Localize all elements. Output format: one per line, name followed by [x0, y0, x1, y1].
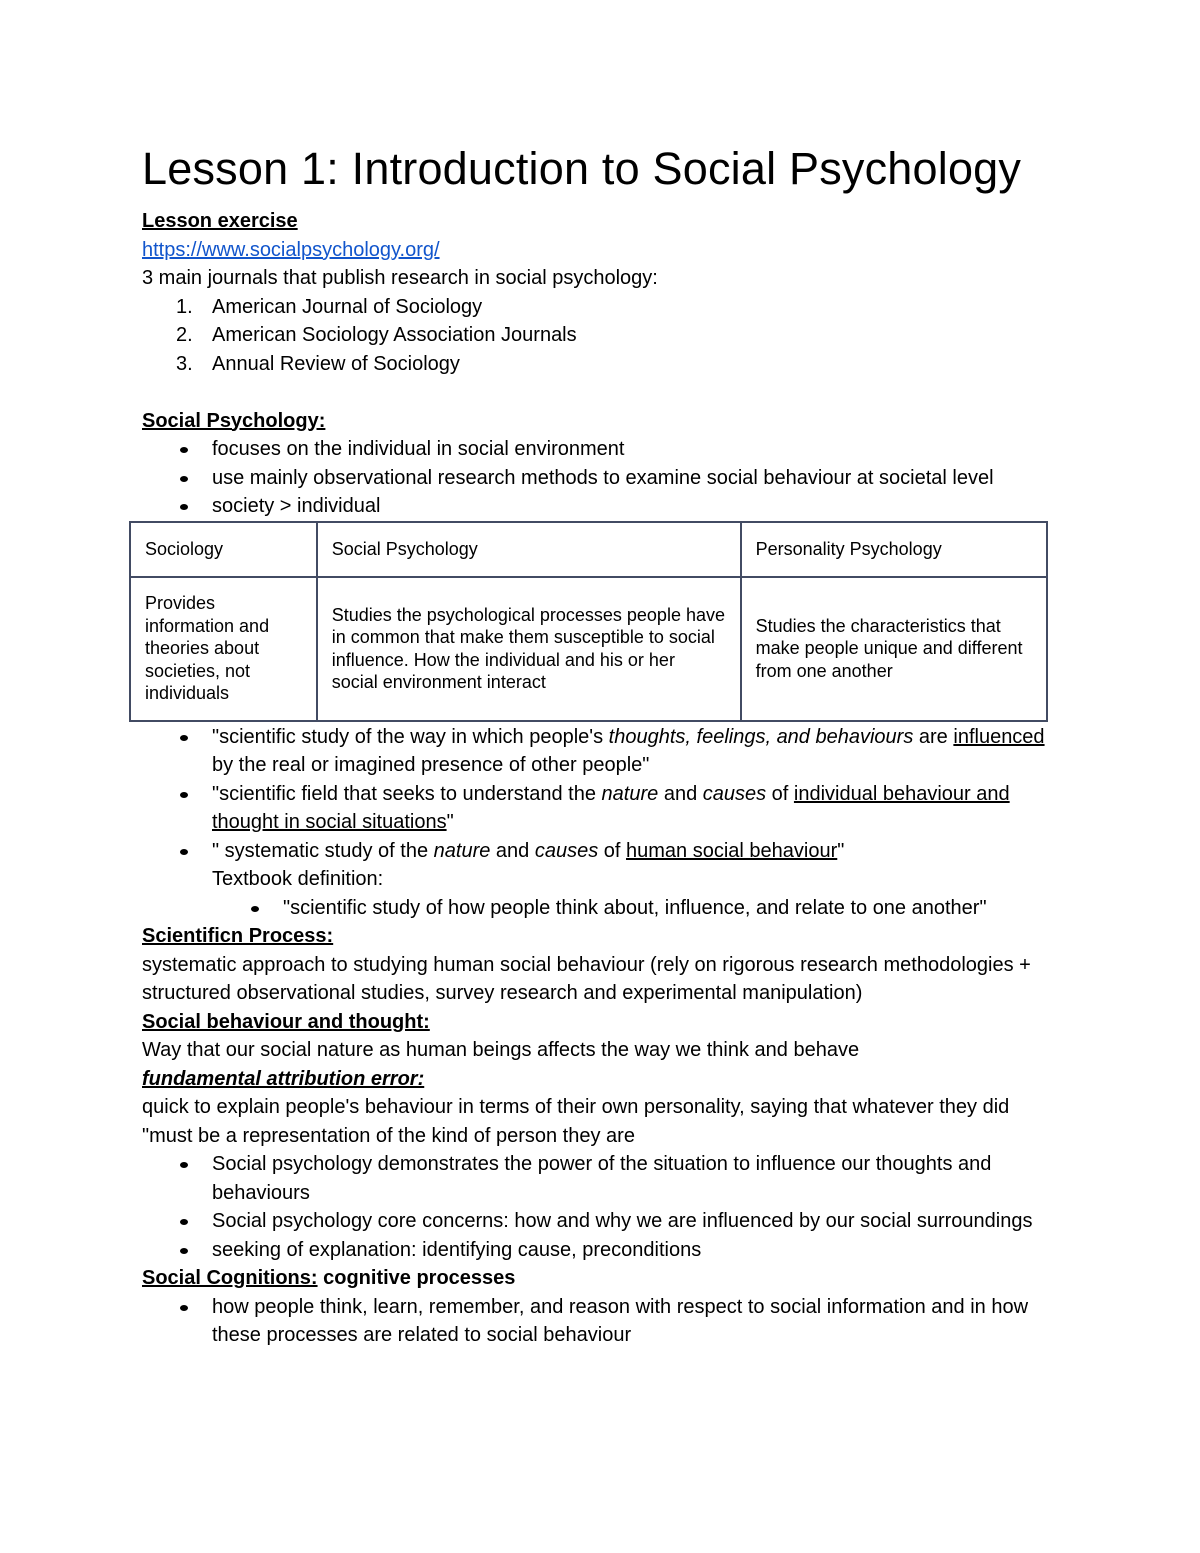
text-run: and — [658, 782, 703, 805]
social-psychology-heading: Social Psychology: — [142, 409, 326, 432]
comparison-table — [129, 521, 1048, 722]
bullet-icon — [180, 1248, 188, 1254]
bullet-icon — [180, 792, 188, 798]
list-number: 3. — [176, 352, 193, 375]
list-item — [142, 1150, 1062, 1207]
italic-text: nature — [433, 839, 491, 862]
list-item — [142, 894, 1062, 923]
bullet-icon — [180, 849, 188, 855]
underlined-text: individual behaviour and thought in social situations — [212, 782, 1010, 833]
list-item-text: American Sociology Association Journals — [212, 324, 577, 346]
definition-item — [142, 780, 1062, 837]
list-item-text: use mainly observational research methods to examine social behaviour at societal level — [212, 466, 994, 489]
social-psychology-bullets — [142, 435, 1062, 521]
scientific-process-text: systematic approach to studying human social behaviour (rely on rigorous research methodologies + structured observational studies, survey research and experimental manipulation) — [142, 953, 1031, 1004]
fae-bullets — [142, 1150, 1062, 1264]
italic-text: causes — [702, 782, 767, 805]
text-run: by the real or imagined presence of other people" — [212, 754, 650, 776]
table-header-social-psychology: Social Psychology — [317, 522, 741, 577]
social-cognitions-subtitle: cognitive processes — [317, 1267, 516, 1289]
list-item — [142, 293, 1062, 322]
scientific-process-heading: Scientificn Process: — [142, 925, 334, 947]
definition-bullets — [142, 723, 1062, 866]
socialpsychology-link[interactable]: https://www.socialpsychology.org/ — [142, 238, 440, 261]
textbook-definition-label: Textbook definition: — [212, 868, 384, 890]
list-item-text: how people think, learn, remember, and reason with respect to social information and in how these processes are related to social behaviour — [212, 1295, 1029, 1346]
bullet-icon — [180, 735, 188, 741]
definition-item — [142, 837, 1062, 866]
list-item — [142, 464, 1062, 493]
document-page — [142, 140, 1062, 1350]
social-cognitions-heading-line — [142, 1264, 1062, 1293]
text-run: and — [490, 839, 535, 862]
journals-list — [142, 293, 1062, 379]
text-run: of — [598, 839, 627, 862]
list-item-text: Annual Review of Sociology — [212, 352, 460, 375]
social-behaviour-heading: Social behaviour and thought: — [142, 1010, 430, 1033]
table-header-personality-psychology: Personality Psychology — [741, 522, 1047, 577]
bullet-icon — [180, 504, 188, 510]
list-item-text: Social psychology demonstrates the power of the situation to influence our thoughts and behaviours — [212, 1153, 992, 1204]
list-item-text: society > individual — [212, 495, 381, 517]
underlined-text: influenced — [953, 725, 1045, 748]
table-cell-personality-psychology: Studies the characteristics that make people unique and different from one another — [741, 577, 1047, 721]
list-item — [142, 492, 1062, 521]
journals-intro: 3 main journals that publish research in social psychology: — [142, 267, 658, 289]
list-number: 2. — [176, 324, 193, 346]
text-run: of — [766, 782, 794, 805]
italic-text: thoughts, feelings, and behaviours — [608, 725, 914, 748]
bullet-icon — [180, 1305, 188, 1311]
text-run: " — [446, 811, 454, 833]
text-run: "scientific study of the way in which people's — [212, 725, 609, 748]
bullet-icon — [180, 1162, 188, 1168]
bullet-icon — [180, 447, 188, 453]
fae-heading: fundamental attribution error: — [142, 1067, 425, 1090]
italic-text: nature — [601, 782, 659, 805]
text-run: " — [837, 839, 845, 862]
social-cognitions-bullets — [142, 1293, 1062, 1350]
underlined-text: human social behaviour — [626, 839, 838, 862]
lesson-exercise-heading: Lesson exercise — [142, 210, 298, 232]
social-cognitions-heading: Social Cognitions: — [142, 1267, 318, 1289]
list-item-text: focuses on the individual in social environment — [212, 438, 625, 460]
list-item — [142, 1293, 1062, 1350]
bullet-icon — [180, 476, 188, 482]
fae-text: quick to explain people's behaviour in terms of their own personality, saying that whatever they did "must be a representation of the kind of person they are — [142, 1096, 1010, 1147]
table-cell-sociology: Provides information and theories about societies, not individuals — [130, 577, 317, 721]
list-item — [142, 350, 1062, 379]
table-cell-social-psychology: Studies the psychological processes people have in common that make them susceptible to social influence. How the individual and his or her social environment interact — [317, 577, 741, 721]
page-title: Lesson 1: Introduction to Social Psychology — [142, 143, 1022, 194]
text-run: " systematic study of the — [212, 839, 434, 862]
text-run: "scientific field that seeks to understand the — [212, 782, 602, 805]
list-number: 1. — [176, 295, 193, 318]
list-item-text: seeking of explanation: identifying cause, preconditions — [212, 1238, 702, 1261]
social-behaviour-text: Way that our social nature as human beings affects the way we think and behave — [142, 1039, 860, 1061]
list-item — [142, 1207, 1062, 1236]
list-item-text: American Journal of Sociology — [212, 295, 483, 318]
textbook-definition-list — [142, 894, 1062, 923]
definition-item — [142, 723, 1062, 780]
table-row — [130, 577, 1047, 721]
table-header-row — [130, 522, 1047, 577]
bullet-icon — [251, 906, 259, 912]
list-item — [142, 435, 1062, 464]
text-run: are — [913, 725, 954, 748]
list-item — [142, 321, 1062, 350]
bullet-icon — [180, 1219, 188, 1225]
table-header-sociology: Sociology — [130, 522, 317, 577]
list-item-text: Social psychology core concerns: how and why we are influenced by our social surroundings — [212, 1210, 1033, 1232]
list-item — [142, 1236, 1062, 1265]
list-item-text: "scientific study of how people think about, influence, and relate to one another" — [283, 896, 987, 919]
blank-line — [142, 378, 1062, 407]
italic-text: causes — [534, 839, 599, 862]
